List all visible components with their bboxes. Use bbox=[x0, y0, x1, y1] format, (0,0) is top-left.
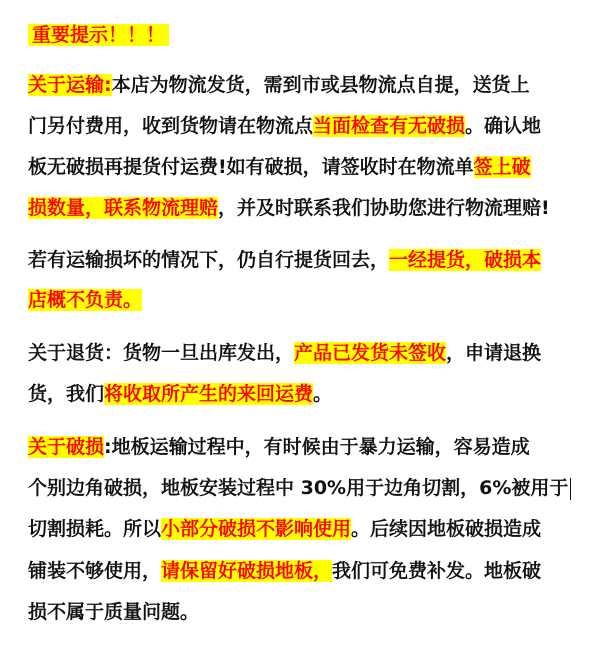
damage-line-5 bbox=[28, 597, 199, 627]
returns-text: 关于退货：货物一旦出库发出， bbox=[28, 342, 295, 364]
pickup-line-2 bbox=[28, 285, 142, 315]
text-cursor bbox=[570, 478, 571, 500]
keep-boards-highlight: 请保留好破损地板， bbox=[161, 560, 333, 582]
notice-title-line bbox=[28, 20, 169, 50]
damage-line-4 bbox=[28, 556, 541, 586]
pickup-text: 若有运输损坏的情况下，仍自行提货回去， bbox=[28, 249, 390, 271]
shipping-line-2 bbox=[28, 111, 541, 141]
returns-text: 货，我们 bbox=[28, 383, 105, 405]
shipping-label: 关于运输: bbox=[28, 74, 112, 96]
damage-label: 关于破损 bbox=[28, 436, 105, 458]
shipping-text: 门另付费用，收到货物请在物流点 bbox=[28, 115, 314, 137]
damage-text: 。后续因地板破损造成 bbox=[351, 518, 542, 540]
returns-line-1 bbox=[28, 338, 541, 368]
shipping-line-1 bbox=[28, 70, 530, 100]
damage-line-2 bbox=[28, 473, 571, 503]
returns-text: 。 bbox=[313, 383, 333, 405]
freight-highlight: 将收取所产生的来回运费 bbox=[104, 383, 314, 405]
damage-line-1 bbox=[28, 432, 530, 462]
shipping-text: 本店为物流发货，需到市或县物流点自提，送货上 bbox=[111, 74, 530, 96]
returns-line-2 bbox=[28, 379, 332, 409]
pickup-highlight: 店概不负责。 bbox=[28, 289, 143, 311]
shipping-text: 。确认地 bbox=[465, 115, 542, 137]
shipping-line-4 bbox=[28, 193, 550, 223]
shipping-text: ，并及时联系我们协助您进行物流理赔! bbox=[218, 197, 550, 219]
pickup-highlight: 一经提货，破损本 bbox=[389, 249, 542, 271]
returns-text: ，申请退换 bbox=[446, 342, 542, 364]
returns-highlight: 产品已发货未签收 bbox=[294, 342, 447, 364]
sign-damage-highlight: 签上破 bbox=[473, 156, 531, 178]
damage-text: 我们可免费补发。地板破 bbox=[332, 560, 542, 582]
damage-text: 铺装不够使用， bbox=[28, 560, 162, 582]
damage-line-3 bbox=[28, 514, 541, 544]
pickup-line-1 bbox=[28, 245, 541, 275]
damage-text: 切割损耗。所以 bbox=[28, 518, 162, 540]
damage-text: 个别边角破损，地板安装过程中 30%用于边角切割，6%被用于 bbox=[28, 477, 569, 499]
inspect-highlight: 当面检查有无破损 bbox=[313, 115, 466, 137]
damage-text: 损不属于质量问题。 bbox=[28, 601, 200, 623]
shipping-line-3 bbox=[28, 152, 531, 182]
damage-text: :地板运输过程中，有时候由于暴力运输，容易造成 bbox=[104, 436, 530, 458]
claim-highlight: 损数量，联系物流理赔 bbox=[28, 197, 219, 219]
minor-damage-highlight: 小部分破损不影响使用 bbox=[161, 518, 352, 540]
notice-title: 重要提示！！！ bbox=[28, 24, 169, 46]
shipping-text: 板无破损再提货付运费!如有破损，请签收时在物流单 bbox=[28, 156, 474, 178]
